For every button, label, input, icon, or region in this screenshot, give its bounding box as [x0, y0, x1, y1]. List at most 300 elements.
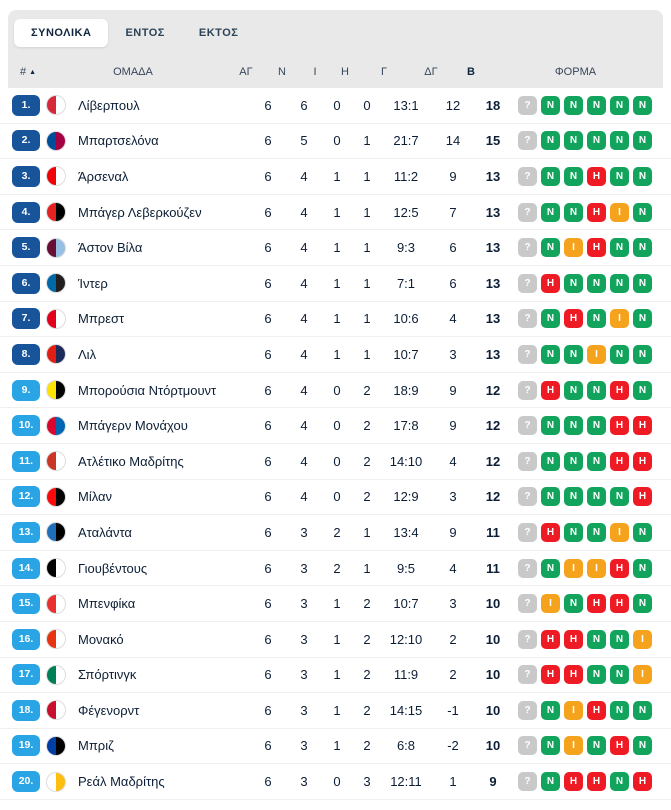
form-box[interactable]: I — [587, 345, 606, 364]
form-box[interactable]: N — [610, 701, 629, 720]
form-box-upcoming[interactable]: ? — [518, 274, 537, 293]
tab-bar — [8, 10, 663, 56]
team-logo — [46, 736, 66, 756]
cell-draws: 0 — [333, 97, 341, 113]
table-row[interactable] — [0, 88, 671, 124]
team-logo — [46, 166, 66, 186]
form-box[interactable]: N — [564, 131, 583, 150]
cell-goal_diff: -1 — [447, 702, 459, 718]
form-box-upcoming[interactable]: ? — [518, 238, 537, 257]
form-box-upcoming[interactable]: ? — [518, 772, 537, 791]
rank-badge: 13. — [12, 522, 40, 543]
cell-goals: 11:2 — [393, 168, 419, 184]
table-row[interactable] — [0, 622, 671, 658]
table-row[interactable] — [0, 586, 671, 622]
header-rank[interactable] — [8, 66, 38, 78]
form-box[interactable]: I — [587, 559, 606, 578]
logo-cell — [40, 95, 70, 115]
cell-wins: 3 — [300, 631, 308, 647]
team-logo — [46, 380, 66, 400]
form-box[interactable]: N — [541, 131, 560, 150]
form-box-upcoming[interactable]: ? — [518, 345, 537, 364]
cell-draws: 1 — [333, 168, 341, 184]
form-box[interactable]: N — [541, 96, 560, 115]
rank-badge: 10. — [12, 415, 40, 436]
cell-wins: 3 — [300, 667, 308, 683]
form-box[interactable]: I — [541, 594, 560, 613]
team-name[interactable]: Μπαρτσελόνα — [78, 133, 159, 149]
form-box[interactable]: N — [541, 736, 560, 755]
form-box[interactable]: H — [541, 381, 560, 400]
form-box[interactable]: N — [610, 345, 629, 364]
team-name[interactable]: Μπορούσια Ντόρτμουντ — [78, 382, 217, 398]
rank-badge: 16. — [12, 629, 40, 650]
cell-goal_diff: 9 — [449, 418, 457, 434]
form-box[interactable]: I — [610, 203, 629, 222]
cell-losses: 2 — [363, 489, 371, 505]
header-played: ΑΓ — [239, 66, 253, 78]
team-logo — [46, 202, 66, 222]
tab-entos[interactable]: ΕΝΤΟΣ — [125, 27, 165, 39]
rank-badge: 20. — [12, 771, 40, 792]
cell-losses: 1 — [363, 204, 371, 220]
form-box[interactable]: N — [610, 274, 629, 293]
form-box[interactable]: N — [564, 345, 583, 364]
cell-played: 6 — [264, 275, 272, 291]
form-box[interactable]: N — [633, 345, 652, 364]
rank-badge: 15. — [12, 593, 40, 614]
form-box-upcoming[interactable]: ? — [518, 452, 537, 471]
cell-points: 13 — [485, 168, 501, 184]
team-name[interactable]: Σπόρτινγκ — [78, 667, 137, 683]
form-box[interactable]: H — [610, 416, 629, 435]
form-box[interactable]: N — [587, 96, 606, 115]
form-box[interactable]: N — [633, 559, 652, 578]
form-box[interactable]: H — [610, 452, 629, 471]
team-logo — [46, 309, 66, 329]
form-box[interactable]: N — [633, 274, 652, 293]
cell-wins: 4 — [300, 453, 308, 469]
rank-badge: 5. — [12, 237, 40, 258]
team-name[interactable]: Ίντερ — [78, 275, 108, 291]
cell-losses: 1 — [363, 524, 371, 540]
cell-points: 9 — [489, 774, 497, 790]
form-box[interactable]: N — [541, 238, 560, 257]
team-name[interactable]: Μπρεστ — [78, 311, 125, 327]
rank-cell — [0, 558, 40, 579]
form-box[interactable]: N — [541, 167, 560, 186]
cell-losses: 2 — [363, 702, 371, 718]
form-box[interactable]: N — [587, 381, 606, 400]
form-box[interactable]: N — [564, 416, 583, 435]
cell-goal_diff: 7 — [449, 204, 457, 220]
form-box[interactable]: N — [541, 487, 560, 506]
table-row[interactable] — [0, 551, 671, 587]
form-box[interactable]: N — [610, 167, 629, 186]
form-box[interactable]: H — [564, 772, 583, 791]
form-box[interactable]: N — [633, 203, 652, 222]
cell-goals: 11:9 — [393, 667, 419, 683]
form-box[interactable]: H — [587, 701, 606, 720]
rank-badge: 11. — [12, 451, 40, 472]
form-box-upcoming[interactable]: ? — [518, 523, 537, 542]
table-row[interactable] — [0, 302, 671, 338]
cell-wins: 4 — [300, 204, 308, 220]
cell-points: 13 — [485, 275, 501, 291]
cell-points: 10 — [485, 631, 501, 647]
tab-ektos[interactable]: ΕΚΤΟΣ — [198, 27, 239, 39]
cell-losses: 2 — [363, 596, 371, 612]
standings-card — [8, 10, 663, 88]
form-cell — [510, 96, 671, 115]
table-row[interactable] — [0, 159, 671, 195]
team-name[interactable]: Γιουβέντους — [78, 560, 148, 576]
logo-cell — [40, 416, 70, 436]
form-box[interactable]: N — [633, 736, 652, 755]
form-box[interactable]: N — [564, 167, 583, 186]
cell-losses: 2 — [363, 631, 371, 647]
form-box[interactable]: N — [587, 487, 606, 506]
form-box[interactable]: H — [633, 416, 652, 435]
form-box[interactable]: N — [633, 238, 652, 257]
form-box[interactable]: N — [633, 131, 652, 150]
form-box[interactable]: N — [633, 167, 652, 186]
form-box[interactable]: H — [564, 665, 583, 684]
form-cell — [510, 167, 671, 186]
logo-cell — [40, 166, 70, 186]
team-name[interactable]: Μίλαν — [78, 489, 113, 505]
form-box[interactable]: N — [610, 238, 629, 257]
form-box[interactable]: H — [633, 452, 652, 471]
form-box[interactable]: N — [587, 309, 606, 328]
team-logo — [46, 238, 66, 258]
cell-goals: 7:1 — [396, 275, 416, 291]
form-box-upcoming[interactable]: ? — [518, 736, 537, 755]
cell-goal_diff: 14 — [445, 133, 461, 149]
cell-goal_diff: 4 — [449, 453, 457, 469]
cell-played: 6 — [264, 240, 272, 256]
cell-draws: 0 — [333, 774, 341, 790]
cell-goals: 14:15 — [389, 702, 423, 718]
header-team: ΟΜΑΔΑ — [113, 66, 153, 78]
cell-draws: 1 — [333, 311, 341, 327]
cell-goals: 14:10 — [389, 453, 423, 469]
form-box[interactable]: I — [564, 736, 583, 755]
team-name[interactable]: Μονακό — [78, 631, 124, 647]
team-name[interactable]: Μπάγερ Λεβερκούζεν — [78, 204, 202, 220]
cell-losses: 1 — [363, 133, 371, 149]
form-box[interactable]: I — [633, 630, 652, 649]
cell-losses: 1 — [363, 311, 371, 327]
form-box[interactable]: H — [587, 167, 606, 186]
form-box[interactable]: H — [610, 381, 629, 400]
form-box[interactable]: N — [587, 630, 606, 649]
rank-cell — [0, 344, 40, 365]
header-wins: Ν — [278, 66, 286, 78]
form-cell — [510, 345, 671, 364]
form-box[interactable]: H — [541, 630, 560, 649]
team-logo — [46, 665, 66, 685]
form-box[interactable]: H — [587, 238, 606, 257]
cell-points: 13 — [485, 240, 501, 256]
table-row[interactable] — [0, 373, 671, 409]
cell-played: 6 — [264, 204, 272, 220]
form-box[interactable]: N — [610, 96, 629, 115]
cell-losses: 2 — [363, 667, 371, 683]
header-rank-label: # — [20, 66, 27, 78]
table-row[interactable] — [0, 444, 671, 480]
table-row[interactable] — [0, 266, 671, 302]
cell-goals: 13:1 — [393, 97, 419, 113]
table-row[interactable] — [0, 230, 671, 266]
form-cell — [510, 523, 671, 542]
team-logo — [46, 131, 66, 151]
form-cell — [510, 381, 671, 400]
form-box-upcoming[interactable]: ? — [518, 559, 537, 578]
cell-goals: 18:9 — [393, 382, 419, 398]
cell-losses: 1 — [363, 560, 371, 576]
form-box[interactable]: H — [541, 523, 560, 542]
table-row[interactable] — [0, 658, 671, 694]
team-logo — [46, 487, 66, 507]
cell-goal_diff: 1 — [449, 774, 457, 790]
form-box-upcoming[interactable]: ? — [518, 630, 537, 649]
logo-cell — [40, 451, 70, 471]
logo-cell — [40, 772, 70, 792]
form-cell — [510, 630, 671, 649]
header-draws: Ι — [313, 66, 317, 78]
logo-cell — [40, 700, 70, 720]
form-box[interactable]: N — [541, 416, 560, 435]
form-box[interactable]: N — [541, 309, 560, 328]
rank-badge: 2. — [12, 130, 40, 151]
form-box[interactable]: N — [587, 274, 606, 293]
form-box[interactable]: N — [587, 523, 606, 542]
cell-goals: 17:8 — [393, 418, 419, 434]
team-name[interactable]: Άρσεναλ — [78, 168, 129, 184]
form-box[interactable]: N — [541, 345, 560, 364]
form-box[interactable]: N — [564, 274, 583, 293]
form-box[interactable]: N — [564, 96, 583, 115]
cell-goal_diff: -2 — [447, 738, 459, 754]
cell-wins: 3 — [300, 774, 308, 790]
form-box[interactable]: N — [610, 665, 629, 684]
form-box[interactable]: N — [610, 131, 629, 150]
standings-body — [0, 88, 671, 800]
form-box[interactable]: N — [541, 203, 560, 222]
form-box[interactable]: N — [564, 487, 583, 506]
table-row[interactable] — [0, 195, 671, 231]
form-box-upcoming[interactable]: ? — [518, 701, 537, 720]
team-name[interactable]: Ρεάλ Μαδρίτης — [78, 774, 165, 790]
form-box[interactable]: I — [610, 523, 629, 542]
form-cell — [510, 309, 671, 328]
cell-played: 6 — [264, 133, 272, 149]
cell-points: 13 — [485, 346, 501, 362]
form-box[interactable]: H — [587, 772, 606, 791]
form-box-upcoming[interactable]: ? — [518, 665, 537, 684]
form-box-upcoming[interactable]: ? — [518, 131, 537, 150]
cell-played: 6 — [264, 489, 272, 505]
form-box[interactable]: N — [564, 381, 583, 400]
cell-draws: 0 — [333, 453, 341, 469]
table-row[interactable] — [0, 729, 671, 765]
team-name[interactable]: Λίβερπουλ — [78, 97, 140, 113]
cell-wins: 3 — [300, 596, 308, 612]
form-cell — [510, 594, 671, 613]
tab-synolika[interactable]: ΣΥΝΟΛΙΚΑ — [14, 19, 108, 47]
form-box[interactable]: N — [587, 736, 606, 755]
rank-badge: 9. — [12, 380, 40, 401]
form-box-upcoming[interactable]: ? — [518, 381, 537, 400]
cell-wins: 4 — [300, 240, 308, 256]
cell-draws: 0 — [333, 489, 341, 505]
form-box[interactable]: H — [564, 309, 583, 328]
team-name[interactable]: Άστον Βίλα — [78, 240, 143, 256]
cell-goals: 10:7 — [393, 596, 419, 612]
form-box[interactable]: I — [564, 559, 583, 578]
team-name[interactable]: Μπενφίκα — [78, 596, 136, 612]
cell-played: 6 — [264, 168, 272, 184]
form-box[interactable]: N — [564, 203, 583, 222]
cell-wins: 4 — [300, 418, 308, 434]
cell-points: 12 — [485, 382, 501, 398]
form-box-upcoming[interactable]: ? — [518, 167, 537, 186]
table-row[interactable] — [0, 408, 671, 444]
form-box[interactable]: N — [610, 630, 629, 649]
form-box-upcoming[interactable]: ? — [518, 416, 537, 435]
form-box[interactable]: N — [633, 594, 652, 613]
cell-losses: 1 — [363, 168, 371, 184]
form-box[interactable]: N — [633, 381, 652, 400]
cell-draws: 0 — [333, 418, 341, 434]
form-box[interactable]: N — [633, 701, 652, 720]
form-box[interactable]: H — [541, 665, 560, 684]
form-box[interactable]: I — [610, 309, 629, 328]
cell-goal_diff: 4 — [449, 560, 457, 576]
form-box[interactable]: N — [564, 523, 583, 542]
form-box[interactable]: H — [587, 203, 606, 222]
cell-points: 10 — [485, 667, 501, 683]
form-box[interactable]: N — [610, 772, 629, 791]
team-name[interactable]: Μπάγερν Μονάχου — [78, 418, 188, 434]
form-box[interactable]: H — [610, 594, 629, 613]
cell-points: 12 — [485, 418, 501, 434]
table-row[interactable] — [0, 515, 671, 551]
cell-points: 10 — [485, 596, 501, 612]
cell-draws: 1 — [333, 738, 341, 754]
form-box[interactable]: N — [587, 131, 606, 150]
table-row[interactable] — [0, 693, 671, 729]
form-box-upcoming[interactable]: ? — [518, 487, 537, 506]
form-box[interactable]: H — [610, 736, 629, 755]
rank-cell — [0, 735, 40, 756]
table-row[interactable] — [0, 480, 671, 516]
form-box-upcoming[interactable]: ? — [518, 309, 537, 328]
form-box[interactable]: N — [564, 452, 583, 471]
rank-cell — [0, 308, 40, 329]
form-box[interactable]: H — [610, 559, 629, 578]
cell-goals: 21:7 — [393, 133, 419, 149]
form-box[interactable]: N — [633, 96, 652, 115]
form-box[interactable]: N — [564, 594, 583, 613]
cell-goals: 6:8 — [396, 738, 416, 754]
rank-badge: 4. — [12, 202, 40, 223]
rank-cell — [0, 522, 40, 543]
rank-badge: 8. — [12, 344, 40, 365]
team-name[interactable]: Λιλ — [78, 346, 97, 362]
form-box[interactable]: N — [541, 559, 560, 578]
form-box[interactable]: I — [564, 238, 583, 257]
header-goal-diff: ΔΓ — [424, 66, 438, 78]
rank-cell — [0, 273, 40, 294]
cell-losses: 1 — [363, 240, 371, 256]
rank-badge: 17. — [12, 664, 40, 685]
form-box[interactable]: N — [587, 452, 606, 471]
form-box[interactable]: N — [587, 665, 606, 684]
cell-played: 6 — [264, 453, 272, 469]
cell-goal_diff: 9 — [449, 382, 457, 398]
form-box[interactable]: I — [564, 701, 583, 720]
form-box[interactable]: H — [541, 274, 560, 293]
cell-goals: 9:5 — [396, 560, 416, 576]
rank-cell — [0, 700, 40, 721]
form-box[interactable]: H — [564, 630, 583, 649]
form-box[interactable]: N — [610, 487, 629, 506]
cell-points: 13 — [485, 311, 501, 327]
cell-draws: 2 — [333, 560, 341, 576]
form-box[interactable]: N — [633, 523, 652, 542]
cell-played: 6 — [264, 774, 272, 790]
form-box[interactable]: H — [633, 487, 652, 506]
logo-cell — [40, 522, 70, 542]
form-box-upcoming[interactable]: ? — [518, 96, 537, 115]
team-logo — [46, 95, 66, 115]
cell-goal_diff: 9 — [449, 524, 457, 540]
form-box[interactable]: N — [541, 701, 560, 720]
cell-losses: 1 — [363, 275, 371, 291]
form-box-upcoming[interactable]: ? — [518, 594, 537, 613]
team-name[interactable]: Φέγενορντ — [78, 702, 140, 718]
table-row[interactable] — [0, 764, 671, 800]
team-name[interactable]: Αταλάντα — [78, 524, 132, 540]
team-name[interactable]: Μπριζ — [78, 738, 114, 754]
team-name[interactable]: Ατλέτικο Μαδρίτης — [78, 453, 184, 469]
cell-played: 6 — [264, 346, 272, 362]
form-box-upcoming[interactable]: ? — [518, 203, 537, 222]
table-row[interactable] — [0, 337, 671, 373]
form-box[interactable]: N — [541, 452, 560, 471]
form-box[interactable]: N — [587, 416, 606, 435]
cell-draws: 1 — [333, 240, 341, 256]
form-cell — [510, 772, 671, 791]
cell-draws: 1 — [333, 667, 341, 683]
form-box[interactable]: H — [633, 772, 652, 791]
table-row[interactable] — [0, 124, 671, 160]
form-box[interactable]: I — [633, 665, 652, 684]
cell-wins: 3 — [300, 702, 308, 718]
rank-cell — [0, 166, 40, 187]
cell-draws: 1 — [333, 346, 341, 362]
form-box[interactable]: N — [541, 772, 560, 791]
team-logo — [46, 273, 66, 293]
cell-goals: 12:9 — [393, 489, 419, 505]
logo-cell — [40, 273, 70, 293]
logo-cell — [40, 558, 70, 578]
form-box[interactable]: H — [587, 594, 606, 613]
form-box[interactable]: N — [633, 309, 652, 328]
cell-wins: 4 — [300, 382, 308, 398]
